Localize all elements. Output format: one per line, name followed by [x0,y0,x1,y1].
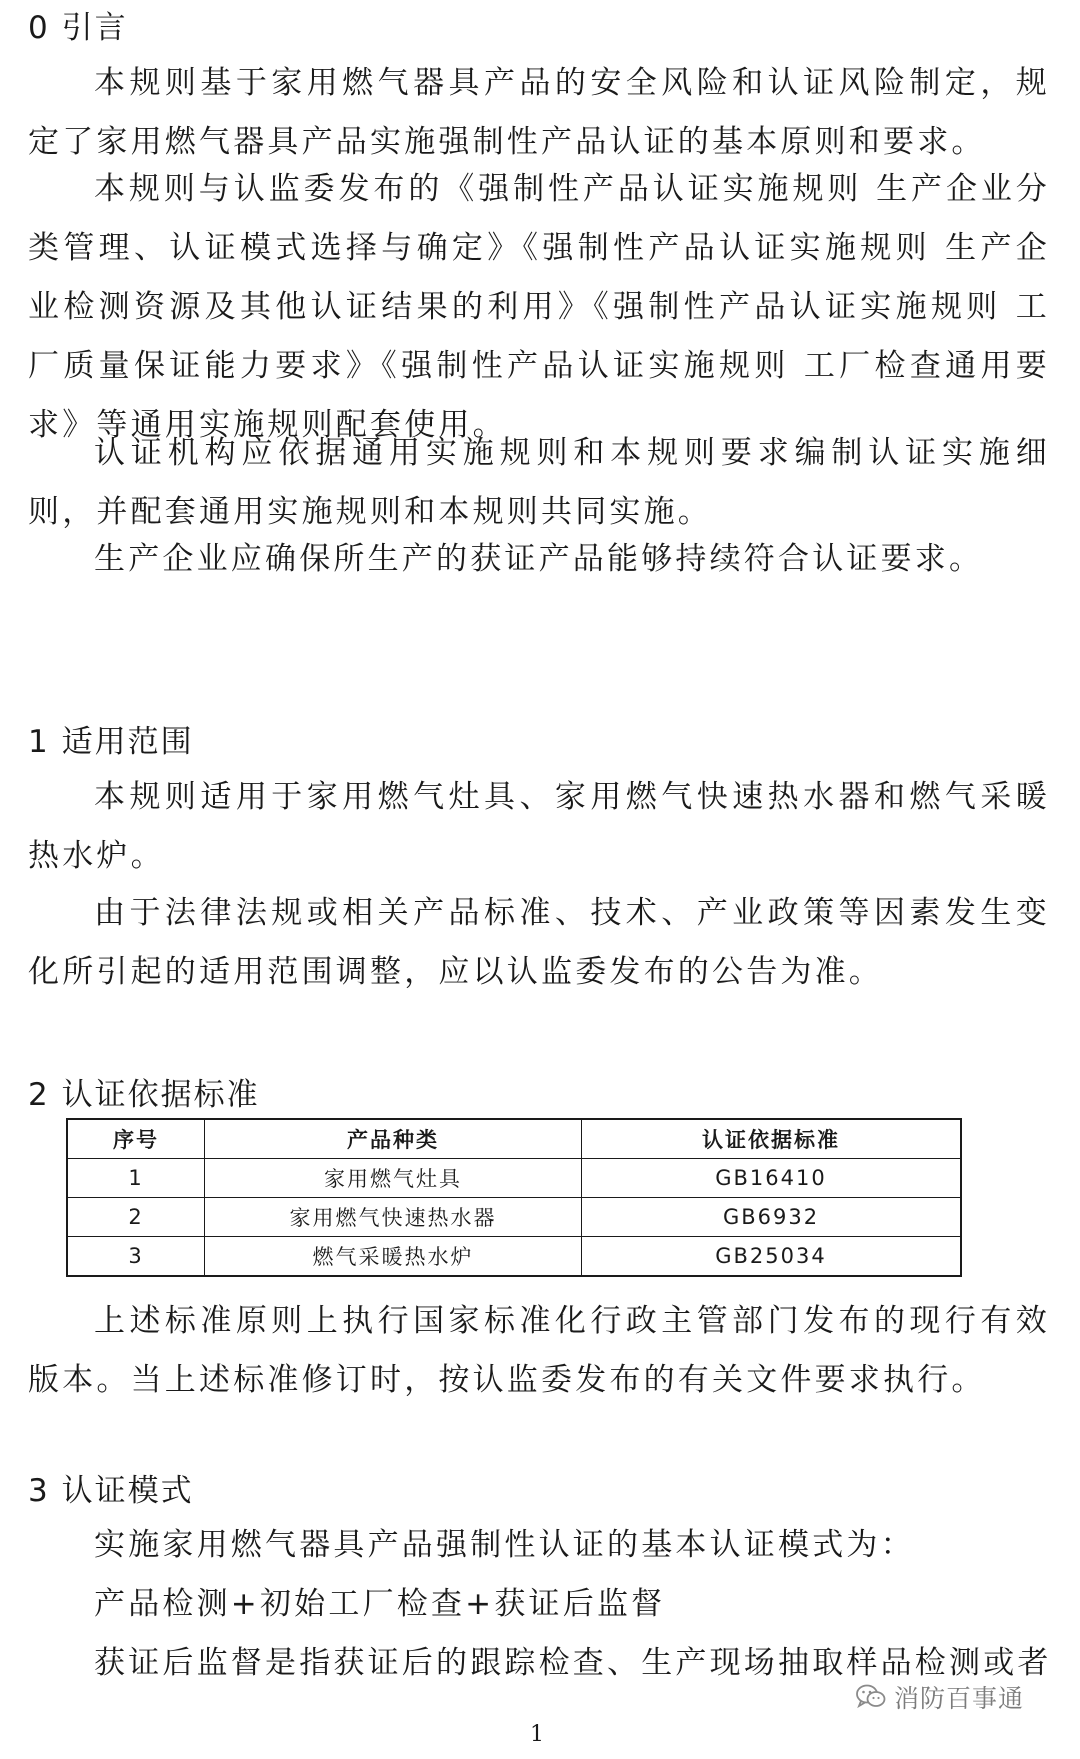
paragraph: 实施家用燃气器具产品强制性认证的基本认证模式为： [94,1527,915,1563]
table-cell: GB6932 [582,1198,962,1237]
table-header-row [67,1119,961,1159]
paragraph: 上述标准原则上执行国家标准化行政主管部门发布的现行有效版本。当上述标准修订时，按认监委发布的有关文件要求执行。 [28,1303,1050,1398]
table-cell: GB25034 [582,1237,962,1277]
table-header-cell: 产品种类 [205,1119,582,1159]
section-heading-mode: 3 认证模式 [28,1473,194,1509]
table-header-cell: 认证依据标准 [582,1119,962,1159]
table-row [67,1198,961,1237]
paragraph: 认证机构应依据通用实施规则和本规则要求编制认证实施细则，并配套通用实施规则和本规则共同实施。 [28,435,1050,530]
section-heading-standards: 2 认证依据标准 [28,1077,260,1113]
table-cell: 家用燃气快速热水器 [205,1198,582,1237]
paragraph: 本规则基于家用燃气器具产品的安全风险和认证风险制定，规定了家用燃气器具产品实施强制性产品认证的基本原则和要求。 [28,65,1050,160]
table-header-cell: 序号 [67,1119,205,1159]
page-number: 1 [530,1722,544,1747]
table-cell: 燃气采暖热水炉 [205,1237,582,1277]
table-cell: 2 [67,1198,205,1237]
paragraph: 本规则与认监委发布的《强制性产品认证实施规则 生产企业分类管理、认证模式选择与确定》《强制性产品认证实施规则 生产企业检测资源及其他认证结果的利用》《强制性产品认证实施规则 工厂质量保证能力要求》《强制性产品认证实施规则 工厂检查通用要求》等通用实施规则配套使用。 [28,171,1050,443]
table-cell: 家用燃气灶具 [205,1159,582,1198]
watermark-text: 消防百事通 [894,1684,1025,1713]
table-row [67,1237,961,1277]
paragraph: 产品检测+初始工厂检查+获证后监督 [94,1586,666,1622]
table-row [67,1159,961,1198]
standards-table [66,1118,962,1277]
paragraph: 本规则适用于家用燃气灶具、家用燃气快速热水器和燃气采暖热水炉。 [28,779,1050,874]
section-heading-scope: 1 适用范围 [28,724,194,760]
paragraph: 由于法律法规或相关产品标准、技术、产业政策等因素发生变化所引起的适用范围调整，应以认监委发布的公告为准。 [28,895,1050,990]
wechat-watermark [856,1679,1024,1715]
table-cell: GB16410 [582,1159,962,1198]
table-cell: 1 [67,1159,205,1198]
section-heading-intro: 0 引言 [28,10,128,46]
table-cell: 3 [67,1237,205,1277]
wechat-icon [856,1684,886,1710]
paragraph: 生产企业应确保所生产的获证产品能够持续符合认证要求。 [94,541,984,577]
paragraph: 获证后监督是指获证后的跟踪检查、生产现场抽取样品检测或者 [94,1645,1052,1681]
